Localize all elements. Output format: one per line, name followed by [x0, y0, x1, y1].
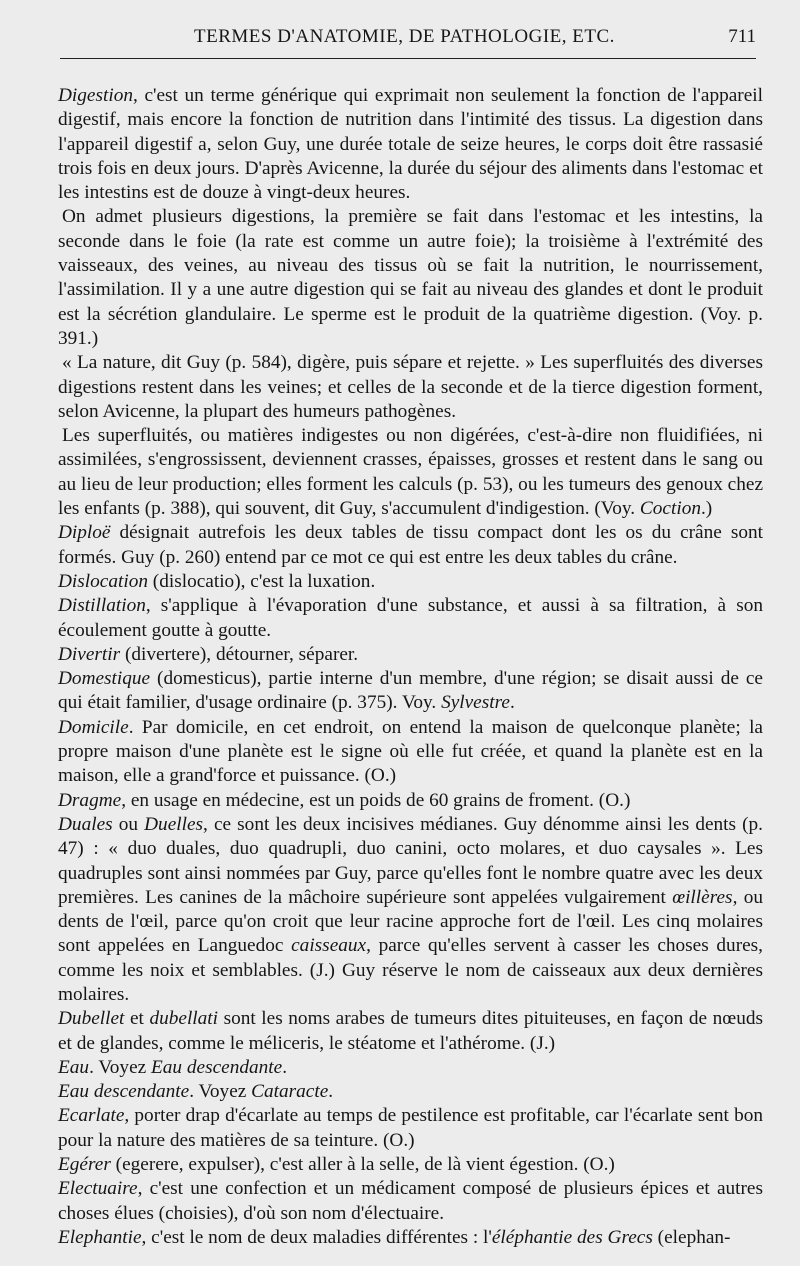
entry-distillation: [58, 594, 763, 643]
entry-text: Les superfluités, ou matières indigestes ou non digérées, c'est-à-dire non fluidifiées, ni assimilées, s'engrossissent, deviennent crasses, épaisses, grosses et restent dans le sang ou au lieu de leur production; elles forment les calculs (p. 53), ou les tumeurs des genoux chez les enfants (p. 388), qui souvent, dit Guy, s'accumulent d'indigestion. (Voy.: [58, 425, 763, 520]
entry-term: Domestique: [58, 668, 151, 690]
entry-text: . Voyez: [89, 1056, 152, 1078]
entry-dragme: [58, 789, 763, 813]
entry-text: (egerere, expulser), c'est aller à la selle, de là vient égestion. (O.): [110, 1154, 615, 1176]
entry-text: (domesticus), partie interne d'un membre, d'une région; se disait aussi de ce qui était familier, d'usage ordinaire (p. 375). Voy.: [58, 668, 763, 714]
entry-text: ou: [112, 813, 145, 835]
entry-text: , c'est un terme générique qui exprimait non seulement la fonction de l'appareil digestif, mais encore la fonction de nutrition dans l'intimité des tissus. La digestion dans l'appareil digestif a, selon Guy, une durée totale de seize heures, le corps doit être rassasié trois fois en deux jours. D'après Avicenne, la durée du séjour des aliments dans l'estomac et les intestins est de douze à vingt-deux heures.: [58, 85, 763, 204]
entry-text: (divertere), détourner, séparer.: [120, 643, 359, 665]
entry-duales: [58, 813, 763, 1007]
entry-text: , c'est une confection et un médicament composé de plusieurs épices et autres choses élues (choisies), d'où son nom d'électuaire.: [58, 1178, 763, 1224]
entry-term: Duales: [58, 813, 113, 835]
entry-text-tail: .: [509, 692, 515, 714]
entry-text: sont les noms arabes de tumeurs dites pituiteuses, en façon de nœuds et de glandes, comme le méliceris, le stéatome et l'athérome. (J.): [58, 1008, 764, 1054]
entry-ecarlate: [58, 1104, 763, 1153]
entry-eau-descendante: [58, 1080, 763, 1104]
entry-term: Diploë: [58, 522, 111, 544]
entry-domicile: [58, 716, 763, 789]
entry-text: , c'est le nom de deux maladies différentes : l': [141, 1226, 492, 1248]
running-title: TERMES D'ANATOMIE, DE PATHOLOGIE, ETC.: [194, 26, 615, 47]
entry-text: . Voyez: [189, 1081, 252, 1103]
entry-electuaire: [58, 1177, 763, 1226]
entry-text-tail: .: [328, 1081, 334, 1103]
entry-term: Dragme: [58, 789, 122, 811]
cross-reference: Sylvestre: [441, 692, 510, 714]
entry-term: Dislocation: [58, 570, 148, 592]
entry-term: Eau descendante: [58, 1081, 190, 1103]
entry-term-variant: Duelles: [144, 813, 204, 835]
entry-text-tail: .): [700, 498, 713, 520]
cross-reference: Coction: [639, 498, 701, 520]
paragraph-digestions: [58, 205, 763, 351]
entry-digestion: [58, 84, 763, 205]
entry-text: , ou dents de l'œil, parce qu'on croit que leur racine approche fort de l'œil. Les cinq molaires sont appelées en Languedoc: [58, 886, 763, 957]
entry-elephantie: [58, 1226, 763, 1250]
entry-text: , porter drap d'écarlate au temps de pestilence est profitable, car l'écarlate sent bon pour la nature des matières de sa teinture. (O.): [58, 1105, 763, 1151]
entry-text-tail: .: [282, 1056, 288, 1078]
entry-egerer: [58, 1153, 763, 1177]
entry-text: On admet plusieurs digestions, la première se fait dans l'estomac et les intestins, la seconde dans le foie (la rate est comme un autre foie); la troisième à l'extrémité des vaisseaux, des veines, au niveau des tissus où se fait la nutrition, le nourrissement, l'assimilation. Il y a une autre digestion qui se fait au niveau des glandes et dont le produit est la sécrétion glandulaire. Le sperme est le produit de la quatrième digestion. (Voy. p. 391.): [58, 206, 763, 349]
entry-term: Domicile: [58, 716, 129, 738]
header-rule: [60, 58, 756, 59]
dictionary-text: [58, 84, 763, 1250]
entry-diploe: [58, 521, 763, 570]
entry-term: Divertir: [58, 643, 121, 665]
entry-dubellet: [58, 1007, 763, 1056]
entry-term: Digestion: [58, 85, 133, 106]
entry-term: Eau: [58, 1056, 90, 1078]
entry-text: , parce qu'elles servent à casser les choses dures, comme les noix et semblables. (J.) Guy réserve le nom de caisseaux aux deux dernières molaires.: [58, 935, 763, 1005]
running-head: [60, 26, 756, 54]
entry-term: Distillation: [58, 595, 146, 617]
entry-domestique: [58, 667, 763, 716]
italic-word: œillères: [672, 886, 733, 908]
entry-text: « La nature, dit Guy (p. 584), digère, puis sépare et rejette. » Les superfluités des diverses digestions restent dans les veines; et celles de la seconde et de la tierce digestion forment, selon Avicenne, la plupart des humeurs pathogènes.: [58, 352, 763, 422]
entry-term-variant: dubellati: [149, 1008, 219, 1030]
entry-text: , ce sont les deux incisives médianes. Guy dénomme ainsi les dents (p. 47) : « duo duales, duo quadrupli, duo canini, octo molares, et duo caysales ». Les quadruples sont ainsi nommées par Guy, parce qu'elles font le nombre quatre avec les deux premières. Les canines de la mâchoire supérieure sont appelées vulgairement: [58, 813, 764, 908]
cross-reference: Cataracte: [251, 1081, 329, 1103]
entry-term: Electuaire: [58, 1178, 138, 1200]
entry-term: Elephantie: [58, 1226, 142, 1248]
entry-text: . Par domicile, en cet endroit, on entend la maison de quelconque planète; la propre maison d'une planète est le signe où elle fut créée, et quand la planète est en la maison, elle a grand'force et puissance. (O.): [58, 716, 763, 787]
entry-dislocation: [58, 570, 763, 594]
entry-term: Ecarlate: [58, 1105, 125, 1127]
paragraph-nature: [58, 351, 763, 424]
cross-reference: Eau descendante: [151, 1056, 283, 1078]
entry-text-tail: (elephan-: [652, 1226, 731, 1248]
italic-word: caisseaux: [291, 935, 367, 957]
entry-text: (dislocatio), c'est la luxation.: [147, 570, 376, 592]
page-number: 711: [728, 26, 756, 47]
entry-term: Egérer: [58, 1154, 111, 1176]
entry-text: , s'applique à l'évaporation d'une substance, et aussi à sa filtration, à son écoulement goutte à goutte.: [58, 595, 763, 641]
italic-phrase: éléphantie des Grecs: [491, 1226, 653, 1248]
entry-term: Dubellet: [58, 1008, 125, 1030]
paragraph-superfluites: [58, 424, 763, 521]
entry-text: et: [124, 1008, 150, 1030]
entry-eau: [58, 1056, 763, 1080]
entry-text: , en usage en médecine, est un poids de 60 grains de froment. (O.): [121, 789, 631, 811]
entry-divertir: [58, 643, 763, 667]
entry-text: désignait autrefois les deux tables de tissu compact dont les os du crâne sont formés. Guy (p. 260) entend par ce mot ce qui est entre les deux tables du crâne.: [58, 522, 763, 568]
